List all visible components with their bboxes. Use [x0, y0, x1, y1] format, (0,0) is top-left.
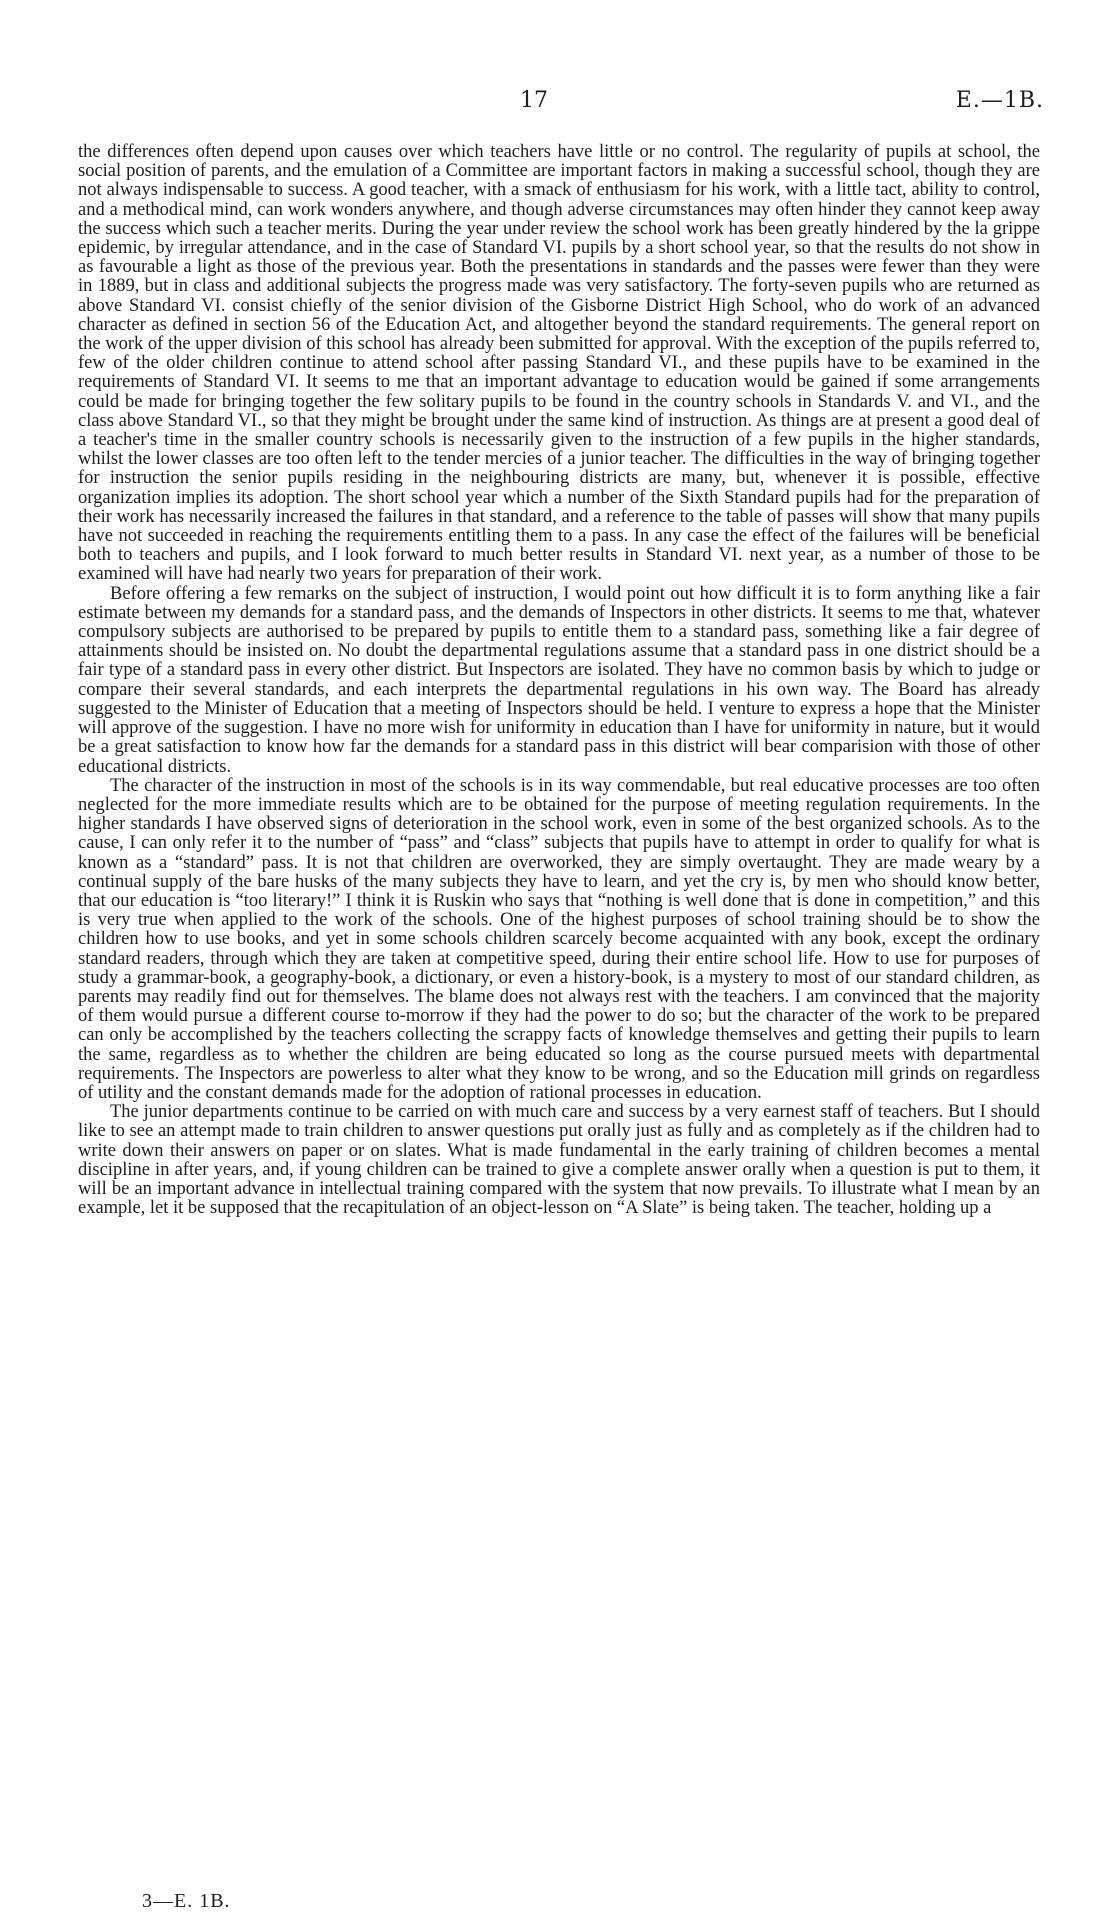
paragraph-4: The junior departments continue to be carried on with much care and success by a very earnest staff of teachers. But I should like to see an attempt made to train children to answer questions put orally just as fully and as completely as if the children had to write down their answers on paper or on slates. What is made fundamental in the early training of children becomes a mental discipline in after years, and, if young children can be trained to give a complete answer orally when a question is put to them, it will be an important advance in intellectual training compared with the system that now prevails. To illustrate what I mean by an example, let it be supposed that the recapitulation of an object-lesson on “A Slate” is being taken. The teacher, holding up a: [78, 1102, 1040, 1219]
section-reference: E.—1B.: [955, 88, 1044, 113]
paragraph-3: The character of the instruction in most of the schools is in its way commendable, but real educative processes are too often neglected for the more immediate results which are to be obtained for the purpose of meeting regulation requirements. In the higher standards I have observed signs of deterioration in the school work, even in some of the best organized schools. As to the cause, I can only refer it to the number of “pass” and “class” subjects that pupils have to attempt in order to qualify for what is known as a “standard” pass. It is not that children are overworked, they are simply overtaught. They are made weary by a continual supply of the bare husks of the many subjects they have to learn, and yet the cry is, by men who should know better, that our education is “too literary!” I think it is Ruskin who says that “nothing is well done that is done in competition,” and this is very true when applied to the work of the schools. One of the highest purposes of school training should be to show the children how to use books, and yet in some schools children scarcely become acquainted with any book, except the ordinary standard readers, through which they are taken at competitive speed, during their entire school life. How to use for purposes of study a grammar-book, a geography-book, a dictionary, or even a history-book, is a mystery to most of our standard children, as parents may readily find out for themselves. The blame does not always rest with the teachers. I am convinced that the majority of them would pursue a different course to-morrow if they had the power to do so; but the character of the work to be prepared can only be accomplished by the teachers collecting the scrappy facts of knowledge themselves and getting their pupils to learn the same, regardless as to whether the children are being educated so long as the course pursued meets with departmental requirements. The Inspectors are powerless to alter what they know to be wrong, and so the Education mill grinds on regardless of utility and the constant demands made for the adoption of rational processes in education.: [78, 775, 1040, 1103]
page-header: [0, 88, 1114, 122]
page-number: 17: [520, 88, 548, 113]
paragraph-2: Before offering a few remarks on the subject of instruction, I would point out how difficult it is to form anything like a fair estimate between my demands for a standard pass, and the demands of Inspectors in other districts. It seems to me that, whatever compulsory subjects are authorised to be prepared by pupils to entitle them to a standard pass, something like a fair degree of attainments should be insisted on. No doubt the departmental regulations assume that a standard pass in one district should be a fair type of a standard pass in every other district. But Inspectors are isolated. They have no common basis by which to judge or compare their several standards, and each interprets the departmental regulations in his own way. The Board has already suggested to the Minister of Education that a meeting of Inspectors should be held. I venture to express a hope that the Minister will approve of the suggestion. I have no more wish for uniformity in education than I have for uniformity in nature, but it would be a great satisfaction to know how far the demands for a standard pass in this district will bear comparision with those of other educational districts.: [78, 583, 1040, 777]
paragraph-1: the differences often depend upon causes over which teachers have little or no control. The regularity of pupils at school, the social position of parents, and the emulation of a Committee are important factors in making a successful school, though they are not always indispensable to success. A good teacher, with a smack of enthusiasm for his work, with a little tact, ability to control, and a methodical mind, can work wonders anywhere, and though adverse circumstances may often hinder they cannot keep away the success which such a teacher merits. During the year under review the school work has been greatly hindered by the la grippe epidemic, by irregular attendance, and in the case of Standard VI. pupils by a short school year, so that the results do not show in as favourable a light as those of the previous year. Both the presentations in standards and the passes were fewer than they were in 1889, but in class and additional subjects the progress made was very satisfactory. The forty-seven pupils who are returned as above Standard VI. consist chiefly of the senior division of the Gisborne District High School, who do work of an advanced character as defined in section 56 of the Education Act, and altogether beyond the standard requirements. The general report on the work of the upper division of this school has already been submitted for approval. With the exception of the pupils referred to, few of the older children continue to attend school after passing Standard VI., and these pupils have to be examined in the requirements of Standard VI. It seems to me that an important advantage to education would be gained if some arrangements could be made for bringing together the few solitary pupils to be found in the country schools in Standards V. and VI., and the class above Standard VI., so that they might be brought under the same kind of instruction. As things are at present a good deal of a teacher's time in the smaller country schools is necessarily given to the instruction of a few pupils in the higher standards, whilst the lower classes are too often left to the tender mercies of a junior teacher. The difficulties in the way of bringing together for instruction the senior pupils residing in the neighbouring districts are many, but, whenever it is possible, effective organization implies its adoption. The short school year which a number of the Sixth Standard pupils had for the preparation of their work has necessarily increased the failures in that standard, and a reference to the table of passes will show that many pupils have not succeeded in reaching the requirements entitling them to a pass. In any case the effect of the failures will be beneficial both to teachers and pupils, and I look forward to much better results in Standard VI. next year, as a number of those to be examined will have had nearly two years for preparation of their work.: [78, 142, 1040, 585]
body-text: [78, 143, 1040, 1218]
signature-mark: 3—E. 1B.: [142, 1890, 231, 1912]
